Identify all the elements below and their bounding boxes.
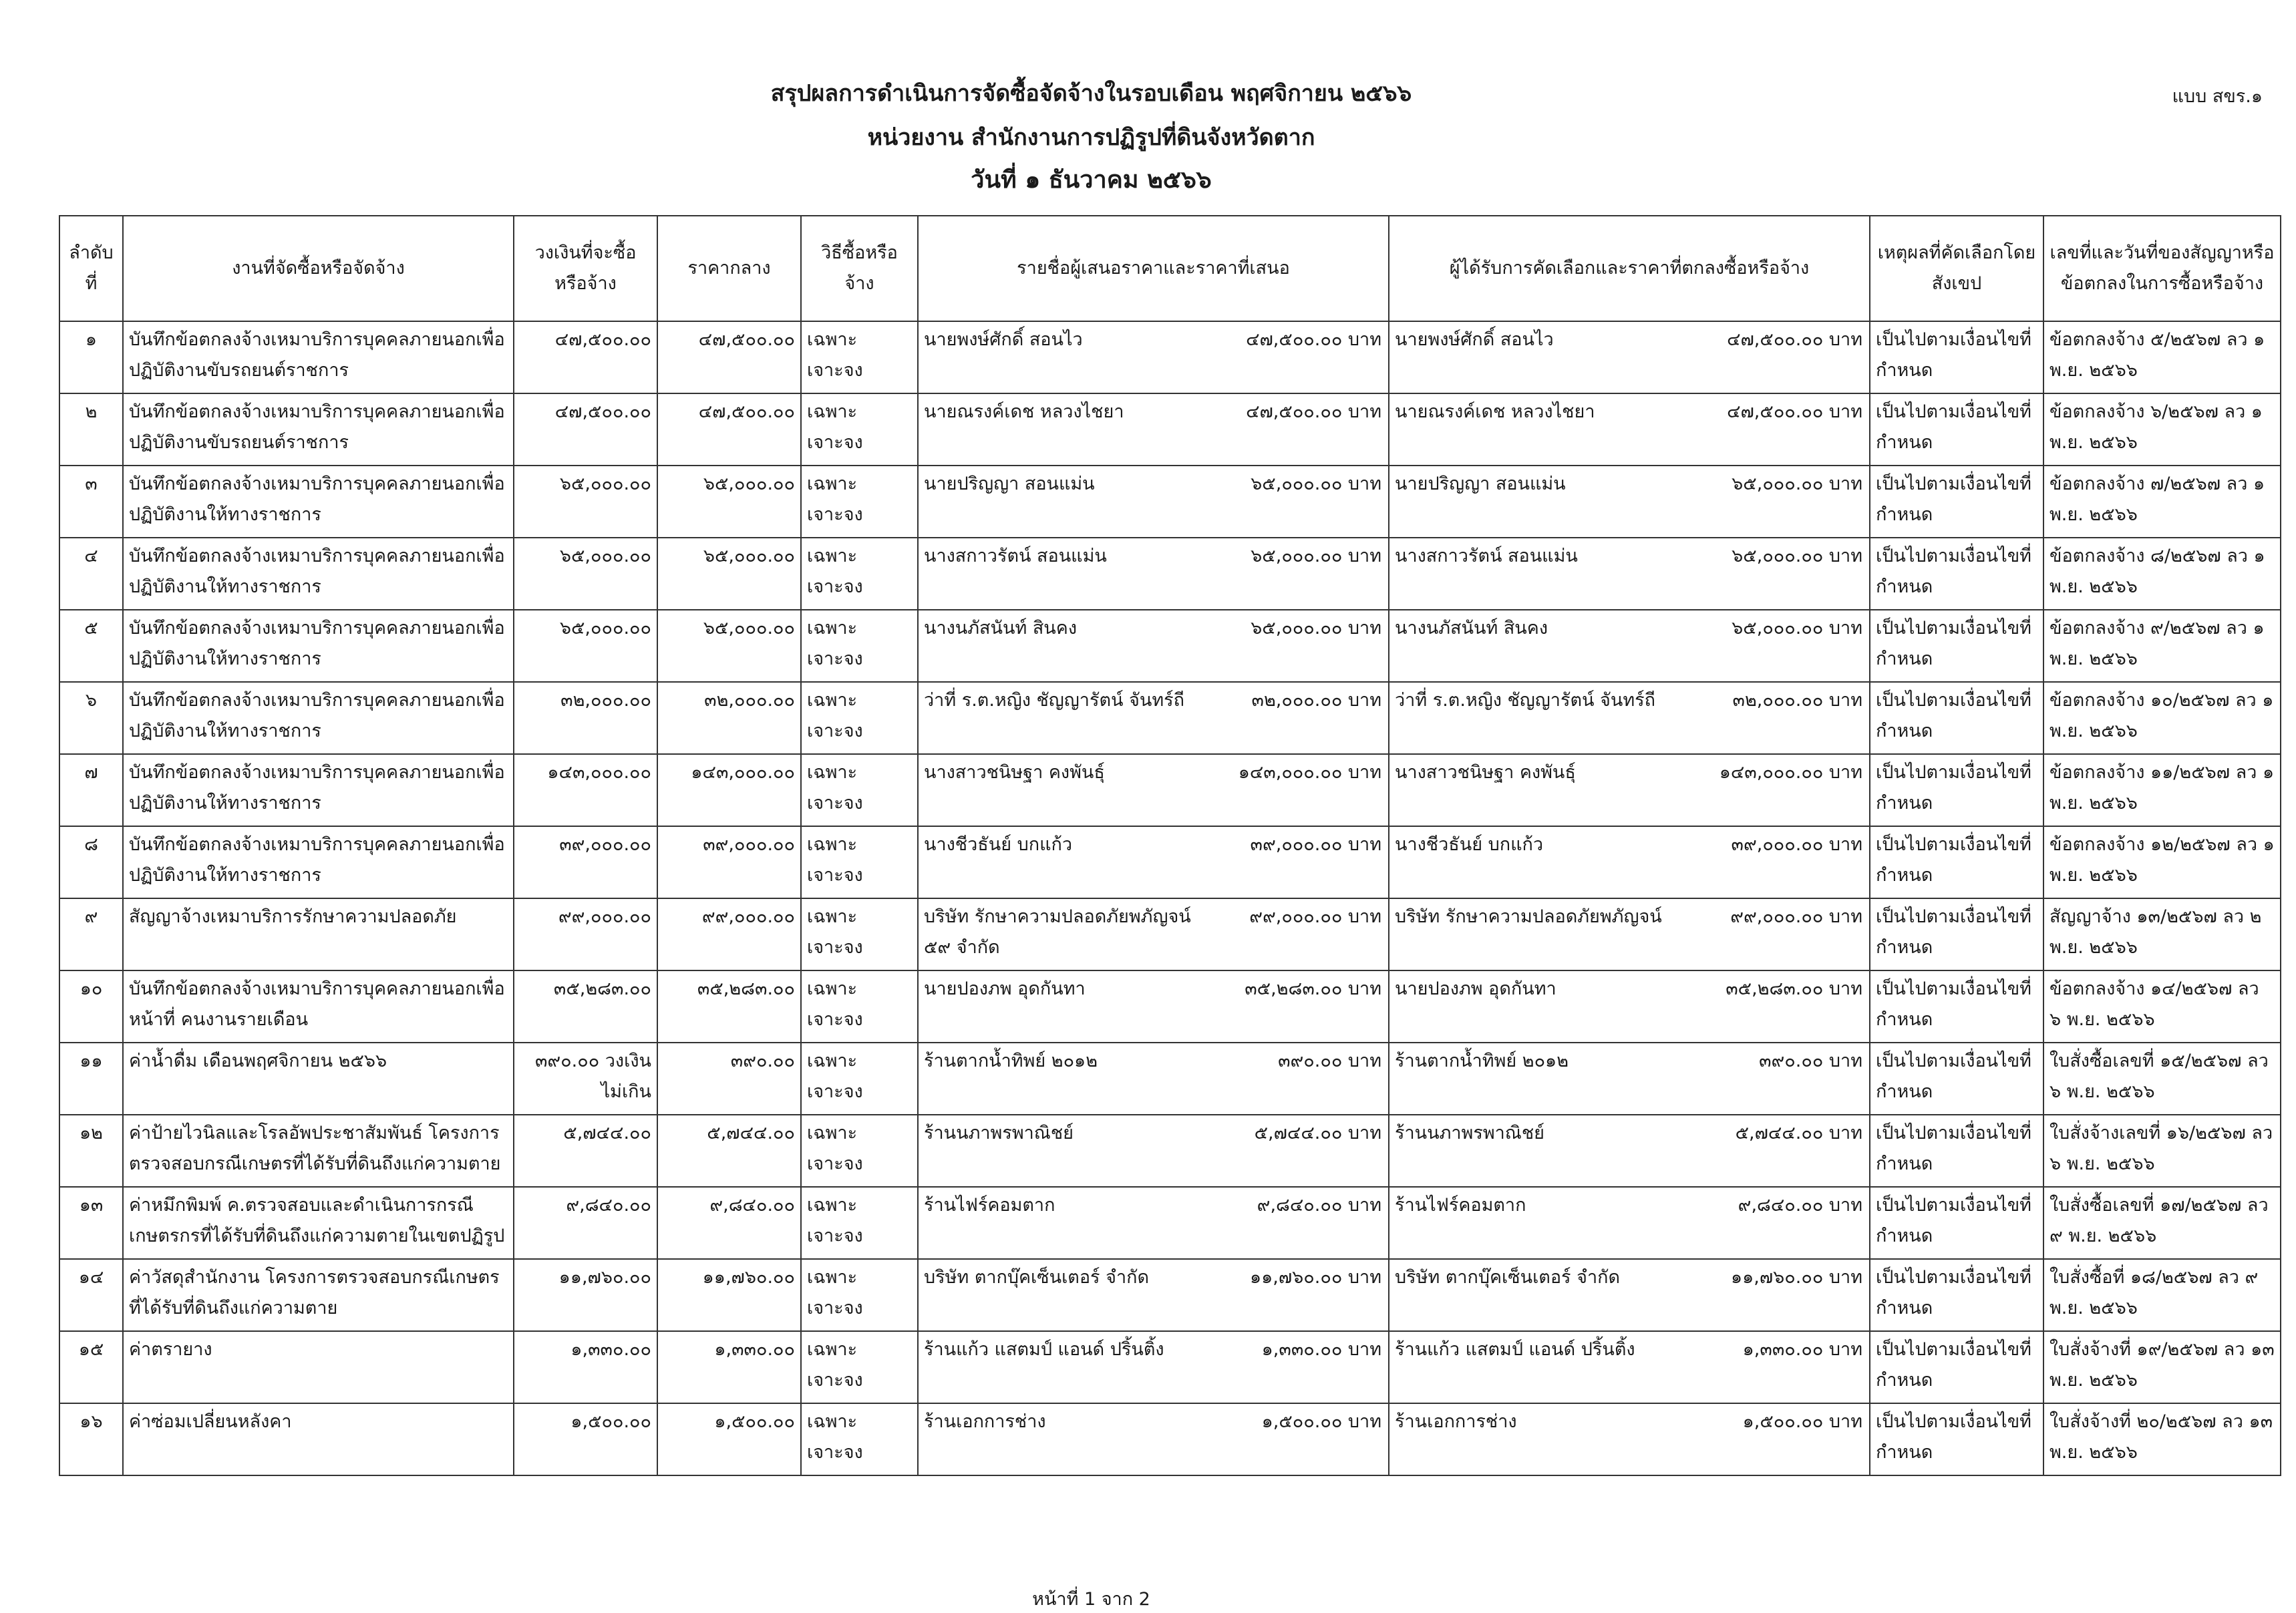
cell-reason: เป็นไปตามเงื่อนไขที่กำหนด [1870,1259,2043,1331]
cell-item: บันทึกข้อตกลงจ้างเหมาบริการบุคคลภายนอกเพื่อปฏิบัติงานให้ทางราชการ [123,610,514,682]
bidder-amount: ๕,๗๔๔.๐๐ บาท [1254,1123,1381,1143]
table-row [59,538,2281,610]
winner-name: นายปริญญา สอนแม่น [1395,474,1566,494]
cell-method: เฉพาะเจาะจง [801,898,918,970]
cell-method: เฉพาะเจาะจง [801,393,918,466]
bidder-name: นางสกาวรัตน์ สอนแม่น [924,546,1107,566]
bidder-amount: ๓๙๐.๐๐ บาท [1278,1051,1381,1071]
cell-budget: ๖๕,๐๐๐.๐๐ [514,538,657,610]
cell-contract: ข้อตกลงจ้าง ๙/๒๕๖๗ ลว ๑ พ.ย. ๒๕๖๖ [2043,610,2281,682]
winner-amount: ๙๙,๐๐๐.๐๐ บาท [1730,906,1862,927]
cell-median: ๙๙,๐๐๐.๐๐ [657,898,801,970]
winner-name: นายณรงค์เดช หลวงไชยา [1395,401,1595,422]
cell-item: บันทึกข้อตกลงจ้างเหมาบริการบุคคลภายนอกเพื่อหน้าที่ คนงานรายเดือน [123,970,514,1043]
table-row [59,1187,2281,1259]
bidder-amount: ๑,๕๐๐.๐๐ บาท [1261,1411,1381,1432]
cell-reason: เป็นไปตามเงื่อนไขที่กำหนด [1870,1403,2043,1475]
bidder-name: นายพงษ์ศักดิ์ สอนไว [924,329,1083,350]
bidder-name: บริษัท รักษาความปลอดภัยพภัญจน์ ๕๙ จำกัด [924,906,1191,958]
bidder-name: ร้านเอกการช่าง [924,1411,1046,1432]
cell-bidder [918,1187,1389,1259]
cell-reason: เป็นไปตามเงื่อนไขที่กำหนด [1870,610,2043,682]
cell-median: ๓๙,๐๐๐.๐๐ [657,826,801,898]
cell-median: ๓๕,๒๘๓.๐๐ [657,970,801,1043]
cell-no: ๓ [59,466,123,538]
cell-bidder [918,1043,1389,1115]
cell-median: ๑,๓๓๐.๐๐ [657,1331,801,1403]
cell-no: ๕ [59,610,123,682]
cell-budget: ๓๙,๐๐๐.๐๐ [514,826,657,898]
cell-median: ๓๙๐.๐๐ [657,1043,801,1115]
cell-no: ๑๑ [59,1043,123,1115]
cell-no: ๑ [59,321,123,393]
cell-no: ๑๒ [59,1115,123,1187]
cell-budget: ๕,๗๔๔.๐๐ [514,1115,657,1187]
cell-bidder [918,1331,1389,1403]
bidder-amount: ๙๙,๐๐๐.๐๐ บาท [1249,906,1381,927]
cell-budget: ๓๒,๐๐๐.๐๐ [514,682,657,754]
table-row [59,1115,2281,1187]
cell-median: ๓๒,๐๐๐.๐๐ [657,682,801,754]
table-row [59,682,2281,754]
winner-name: นายพงษ์ศักดิ์ สอนไว [1395,329,1554,350]
winner-name: ร้านตากน้ำทิพย์ ๒๐๑๒ [1395,1051,1569,1071]
cell-no: ๒ [59,393,123,466]
cell-bidder [918,321,1389,393]
cell-method: เฉพาะเจาะจง [801,610,918,682]
cell-item: บันทึกข้อตกลงจ้างเหมาบริการบุคคลภายนอกเพื่อปฏิบัติงานให้ทางราชการ [123,826,514,898]
winner-name: ร้านไฟร์คอมตาก [1395,1195,1526,1216]
cell-item: บันทึกข้อตกลงจ้างเหมาบริการบุคคลภายนอกเพื่อปฏิบัติงานขับรถยนต์ราชการ [123,393,514,466]
cell-reason: เป็นไปตามเงื่อนไขที่กำหนด [1870,1187,2043,1259]
cell-contract: ใบสั่งจ้างที่ ๒๐/๒๕๖๗ ลว ๑๓ พ.ย. ๒๕๖๖ [2043,1403,2281,1475]
winner-name: นางสาวชนิษฐา คงพันธุ์ [1395,762,1576,783]
cell-method: เฉพาะเจาะจง [801,466,918,538]
cell-method: เฉพาะเจาะจง [801,826,918,898]
table-row [59,1331,2281,1403]
cell-bidder [918,1403,1389,1475]
cell-median: ๔๗,๕๐๐.๐๐ [657,393,801,466]
report-date: วันที่ ๑ ธันวาคม ๒๕๖๖ [971,166,1212,194]
cell-bidder [918,1115,1389,1187]
cell-item: ค่าซ่อมเปลี่ยนหลังคา [123,1403,514,1475]
cell-bidder [918,393,1389,466]
cell-reason: เป็นไปตามเงื่อนไขที่กำหนด [1870,682,2043,754]
winner-name: ร้านนภาพรพาณิชย์ [1395,1123,1544,1143]
header-item: งานที่จัดซื้อหรือจัดจ้าง [123,216,514,321]
cell-contract: ข้อตกลงจ้าง ๑๒/๒๕๖๗ ลว ๑ พ.ย. ๒๕๖๖ [2043,826,2281,898]
bidder-name: ร้านนภาพรพาณิชย์ [924,1123,1074,1143]
cell-no: ๑๓ [59,1187,123,1259]
cell-median: ๕,๗๔๔.๐๐ [657,1115,801,1187]
winner-amount: ๑๑,๗๖๐.๐๐ บาท [1730,1267,1862,1288]
header-budget: วงเงินที่จะซื้อหรือจ้าง [514,216,657,321]
table-row [59,1403,2281,1475]
winner-name: นายปองภพ อุดกันทา [1395,978,1556,999]
header-winner: ผู้ได้รับการคัดเลือกและราคาที่ตกลงซื้อหรือจ้าง [1389,216,1870,321]
cell-no: ๙ [59,898,123,970]
cell-reason: เป็นไปตามเงื่อนไขที่กำหนด [1870,970,2043,1043]
cell-budget: ๑,๓๓๐.๐๐ [514,1331,657,1403]
bidder-amount: ๖๕,๐๐๐.๐๐ บาท [1251,618,1381,639]
cell-bidder [918,754,1389,826]
bidder-amount: ๑๑,๗๖๐.๐๐ บาท [1249,1267,1381,1288]
cell-method: เฉพาะเจาะจง [801,1259,918,1331]
winner-amount: ๓๒,๐๐๐.๐๐ บาท [1732,690,1862,711]
cell-winner [1389,970,1870,1043]
bidder-name: ร้านตากน้ำทิพย์ ๒๐๑๒ [924,1051,1098,1071]
cell-bidder [918,466,1389,538]
cell-item: สัญญาจ้างเหมาบริการรักษาความปลอดภัย [123,898,514,970]
bidder-amount: ๖๕,๐๐๐.๐๐ บาท [1251,474,1381,494]
bidder-amount: ๓๕,๒๘๓.๐๐ บาท [1245,978,1381,999]
cell-no: ๑๔ [59,1259,123,1331]
cell-no: ๔ [59,538,123,610]
cell-winner [1389,1187,1870,1259]
cell-median: ๔๗,๕๐๐.๐๐ [657,321,801,393]
cell-winner [1389,466,1870,538]
winner-name: ว่าที่ ร.ต.หญิง ชัญญารัตน์ จันทร์ถี [1395,690,1655,711]
cell-winner [1389,1115,1870,1187]
cell-method: เฉพาะเจาะจง [801,970,918,1043]
winner-amount: ๔๗,๕๐๐.๐๐ บาท [1727,329,1862,350]
cell-reason: เป็นไปตามเงื่อนไขที่กำหนด [1870,754,2043,826]
winner-amount: ๑,๓๓๐.๐๐ บาท [1742,1339,1862,1360]
winner-name: นางนภัสนันท์ สินคง [1395,618,1548,639]
cell-item: ค่าน้ำดื่ม เดือนพฤศจิกายน ๒๕๖๖ [123,1043,514,1115]
bidder-amount: ๔๗,๕๐๐.๐๐ บาท [1246,401,1381,422]
form-code: แบบ สขร.๑ [2172,86,2263,107]
cell-winner [1389,682,1870,754]
cell-item: บันทึกข้อตกลงจ้างเหมาบริการบุคคลภายนอกเพื่อปฏิบัติงานให้ทางราชการ [123,466,514,538]
winner-name: บริษัท รักษาความปลอดภัยพภัญจน์ [1395,906,1662,927]
cell-bidder [918,1259,1389,1331]
cell-winner [1389,754,1870,826]
winner-amount: ๖๕,๐๐๐.๐๐ บาท [1732,546,1862,566]
cell-budget: ๔๗,๕๐๐.๐๐ [514,321,657,393]
cell-item: บันทึกข้อตกลงจ้างเหมาบริการบุคคลภายนอกเพื่อปฏิบัติงานให้ทางราชการ [123,682,514,754]
cell-winner [1389,1403,1870,1475]
cell-contract: ข้อตกลงจ้าง ๗/๒๕๖๗ ลว ๑ พ.ย. ๒๕๖๖ [2043,466,2281,538]
bidder-name: นางสาวชนิษฐา คงพันธุ์ [924,762,1105,783]
cell-method: เฉพาะเจาะจง [801,1115,918,1187]
cell-item: ค่าตรายาง [123,1331,514,1403]
cell-contract: ข้อตกลงจ้าง ๖/๒๕๖๗ ลว ๑ พ.ย. ๒๕๖๖ [2043,393,2281,466]
winner-name: ร้านเอกการช่าง [1395,1411,1517,1432]
cell-method: เฉพาะเจาะจง [801,682,918,754]
winner-amount: ๑,๕๐๐.๐๐ บาท [1742,1411,1862,1432]
procurement-table [59,215,2281,1476]
cell-contract: ใบสั่งจ้างเลขที่ ๑๖/๒๕๖๗ ลว ๖ พ.ย. ๒๕๖๖ [2043,1115,2281,1187]
table-header-row [59,216,2281,321]
header-method: วิธีซื้อหรือจ้าง [801,216,918,321]
cell-budget: ๖๕,๐๐๐.๐๐ [514,610,657,682]
winner-amount: ๙,๘๔๐.๐๐ บาท [1738,1195,1862,1216]
header-contract: เลขที่และวันที่ของสัญญาหรือข้อตกลงในการซื้อหรือจ้าง [2043,216,2281,321]
cell-bidder [918,898,1389,970]
cell-reason: เป็นไปตามเงื่อนไขที่กำหนด [1870,826,2043,898]
table-row [59,321,2281,393]
winner-amount: ๓๙๐.๐๐ บาท [1759,1051,1862,1071]
cell-median: ๙,๘๔๐.๐๐ [657,1187,801,1259]
winner-name: นางชีวธันย์ บกแก้ว [1395,834,1544,855]
agency-name: หน่วยงาน สำนักงานการปฏิรูปที่ดินจังหวัดตาก [867,124,1315,151]
cell-contract: ข้อตกลงจ้าง ๑๔/๒๕๖๗ ลว ๖ พ.ย. ๒๕๖๖ [2043,970,2281,1043]
cell-contract: ข้อตกลงจ้าง ๕/๒๕๖๗ ลว ๑ พ.ย. ๒๕๖๖ [2043,321,2281,393]
bidder-amount: ๖๕,๐๐๐.๐๐ บาท [1251,546,1381,566]
cell-method: เฉพาะเจาะจง [801,754,918,826]
cell-median: ๑,๕๐๐.๐๐ [657,1403,801,1475]
cell-median: ๖๕,๐๐๐.๐๐ [657,466,801,538]
cell-bidder [918,538,1389,610]
cell-winner [1389,610,1870,682]
page-number: หน้าที่ 1 จาก 2 [1032,1589,1150,1610]
table-row [59,393,2281,466]
cell-reason: เป็นไปตามเงื่อนไขที่กำหนด [1870,538,2043,610]
cell-winner [1389,538,1870,610]
report-title: สรุปผลการดำเนินการจัดซื้อจัดจ้างในรอบเดือน พฤศจิกายน ๒๕๖๖ [770,80,1412,107]
cell-method: เฉพาะเจาะจง [801,1187,918,1259]
cell-winner [1389,898,1870,970]
cell-no: ๑๖ [59,1403,123,1475]
bidder-amount: ๔๗,๕๐๐.๐๐ บาท [1246,329,1381,350]
header-reason: เหตุผลที่คัดเลือกโดยสังเขป [1870,216,2043,321]
cell-budget: ๖๕,๐๐๐.๐๐ [514,466,657,538]
cell-budget: ๓๙๐.๐๐ วงเงินไม่เกิน [514,1043,657,1115]
bidder-amount: ๑,๓๓๐.๐๐ บาท [1261,1339,1381,1360]
winner-amount: ๖๕,๐๐๐.๐๐ บาท [1732,474,1862,494]
bidder-name: นางนภัสนันท์ สินคง [924,618,1078,639]
cell-budget: ๑๔๓,๐๐๐.๐๐ [514,754,657,826]
cell-contract: ใบสั่งซื้อเลขที่ ๑๕/๒๕๖๗ ลว ๖ พ.ย. ๒๕๖๖ [2043,1043,2281,1115]
cell-contract: สัญญาจ้าง ๑๓/๒๕๖๗ ลว ๒ พ.ย. ๒๕๖๖ [2043,898,2281,970]
cell-method: เฉพาะเจาะจง [801,1331,918,1403]
bidder-name: ร้านไฟร์คอมตาก [924,1195,1055,1216]
winner-amount: ๓๕,๒๘๓.๐๐ บาท [1726,978,1862,999]
cell-winner [1389,826,1870,898]
cell-no: ๑๕ [59,1331,123,1403]
cell-winner [1389,1043,1870,1115]
table-row [59,898,2281,970]
cell-no: ๑๐ [59,970,123,1043]
table-row [59,466,2281,538]
cell-contract: ใบสั่งซื้อเลขที่ ๑๗/๒๕๖๗ ลว ๙ พ.ย. ๒๕๖๖ [2043,1187,2281,1259]
cell-reason: เป็นไปตามเงื่อนไขที่กำหนด [1870,321,2043,393]
cell-median: ๖๕,๐๐๐.๐๐ [657,610,801,682]
bidder-name: นางชีวธันย์ บกแก้ว [924,834,1073,855]
bidder-name: นายปริญญา สอนแม่น [924,474,1095,494]
cell-winner [1389,1259,1870,1331]
cell-median: ๑๔๓,๐๐๐.๐๐ [657,754,801,826]
cell-bidder [918,970,1389,1043]
cell-reason: เป็นไปตามเงื่อนไขที่กำหนด [1870,466,2043,538]
table-row [59,754,2281,826]
cell-no: ๗ [59,754,123,826]
winner-amount: ๕,๗๔๔.๐๐ บาท [1735,1123,1862,1143]
table-row [59,970,2281,1043]
cell-bidder [918,682,1389,754]
cell-reason: เป็นไปตามเงื่อนไขที่กำหนด [1870,898,2043,970]
cell-winner [1389,321,1870,393]
cell-budget: ๓๕,๒๘๓.๐๐ [514,970,657,1043]
cell-item: ค่าป้ายไวนิลและโรลอัพประชาสัมพันธ์ โครงการตรวจสอบกรณีเกษตรที่ได้รับที่ดินถึงแก่ความตาย [123,1115,514,1187]
header-no: ลำดับที่ [59,216,123,321]
cell-contract: ใบสั่งซื้อที่ ๑๘/๒๕๖๗ ลว ๙ พ.ย. ๒๕๖๖ [2043,1259,2281,1331]
cell-method: เฉพาะเจาะจง [801,1043,918,1115]
cell-budget: ๔๗,๕๐๐.๐๐ [514,393,657,466]
cell-item: ค่าหมึกพิมพ์ ค.ตรวจสอบและดำเนินการกรณีเกษตรกรที่ได้รับที่ดินถึงแก่ความตายในเขตปฏิรูป [123,1187,514,1259]
table-row [59,1259,2281,1331]
cell-budget: ๙๙,๐๐๐.๐๐ [514,898,657,970]
cell-no: ๖ [59,682,123,754]
cell-contract: ข้อตกลงจ้าง ๘/๒๕๖๗ ลว ๑ พ.ย. ๒๕๖๖ [2043,538,2281,610]
header-median: ราคากลาง [657,216,801,321]
cell-no: ๘ [59,826,123,898]
cell-method: เฉพาะเจาะจง [801,1403,918,1475]
cell-reason: เป็นไปตามเงื่อนไขที่กำหนด [1870,1043,2043,1115]
winner-amount: ๖๕,๐๐๐.๐๐ บาท [1732,618,1862,639]
winner-amount: ๑๔๓,๐๐๐.๐๐ บาท [1719,762,1862,783]
cell-item: บันทึกข้อตกลงจ้างเหมาบริการบุคคลภายนอกเพื่อปฏิบัติงานให้ทางราชการ [123,538,514,610]
winner-amount: ๔๗,๕๐๐.๐๐ บาท [1727,401,1862,422]
cell-item: บันทึกข้อตกลงจ้างเหมาบริการบุคคลภายนอกเพื่อปฏิบัติงานขับรถยนต์ราชการ [123,321,514,393]
winner-name: นางสกาวรัตน์ สอนแม่น [1395,546,1578,566]
bidder-name: นายณรงค์เดช หลวงไชยา [924,401,1124,422]
cell-contract: ใบสั่งจ้างที่ ๑๙/๒๕๖๗ ลว ๑๓ พ.ย. ๒๕๖๖ [2043,1331,2281,1403]
bidder-name: บริษัท ตากบุ๊คเซ็นเตอร์ จำกัด [924,1267,1149,1288]
cell-budget: ๙,๘๔๐.๐๐ [514,1187,657,1259]
cell-winner [1389,393,1870,466]
cell-reason: เป็นไปตามเงื่อนไขที่กำหนด [1870,1331,2043,1403]
cell-item: บันทึกข้อตกลงจ้างเหมาบริการบุคคลภายนอกเพื่อปฏิบัติงานให้ทางราชการ [123,754,514,826]
bidder-amount: ๓๒,๐๐๐.๐๐ บาท [1251,690,1381,711]
table-row [59,1043,2281,1115]
winner-amount: ๓๙,๐๐๐.๐๐ บาท [1731,834,1862,855]
bidder-name: ร้านแก้ว แสตมป์ แอนด์ ปริ้นติ้ง [924,1339,1164,1360]
cell-winner [1389,1331,1870,1403]
cell-contract: ข้อตกลงจ้าง ๑๐/๒๕๖๗ ลว ๑ พ.ย. ๒๕๖๖ [2043,682,2281,754]
bidder-amount: ๙,๘๔๐.๐๐ บาท [1257,1195,1381,1216]
cell-contract: ข้อตกลงจ้าง ๑๑/๒๕๖๗ ลว ๑ พ.ย. ๒๕๖๖ [2043,754,2281,826]
bidder-amount: ๓๙,๐๐๐.๐๐ บาท [1250,834,1381,855]
cell-median: ๑๑,๗๖๐.๐๐ [657,1259,801,1331]
bidder-name: ว่าที่ ร.ต.หญิง ชัญญารัตน์ จันทร์ถี [924,690,1184,711]
cell-median: ๖๕,๐๐๐.๐๐ [657,538,801,610]
cell-bidder [918,826,1389,898]
bidder-amount: ๑๔๓,๐๐๐.๐๐ บาท [1238,762,1381,783]
cell-method: เฉพาะเจาะจง [801,321,918,393]
bidder-name: นายปองภพ อุดกันทา [924,978,1086,999]
cell-budget: ๑๑,๗๖๐.๐๐ [514,1259,657,1331]
table-row [59,610,2281,682]
cell-reason: เป็นไปตามเงื่อนไขที่กำหนด [1870,1115,2043,1187]
cell-reason: เป็นไปตามเงื่อนไขที่กำหนด [1870,393,2043,466]
cell-method: เฉพาะเจาะจง [801,538,918,610]
cell-bidder [918,610,1389,682]
winner-name: บริษัท ตากบุ๊คเซ็นเตอร์ จำกัด [1395,1267,1620,1288]
header-bidders: รายชื่อผู้เสนอราคาและราคาที่เสนอ [918,216,1389,321]
winner-name: ร้านแก้ว แสตมป์ แอนด์ ปริ้นติ้ง [1395,1339,1635,1360]
table-row [59,826,2281,898]
cell-item: ค่าวัสดุสำนักงาน โครงการตรวจสอบกรณีเกษตรที่ได้รับที่ดินถึงแก่ความตาย [123,1259,514,1331]
cell-budget: ๑,๕๐๐.๐๐ [514,1403,657,1475]
